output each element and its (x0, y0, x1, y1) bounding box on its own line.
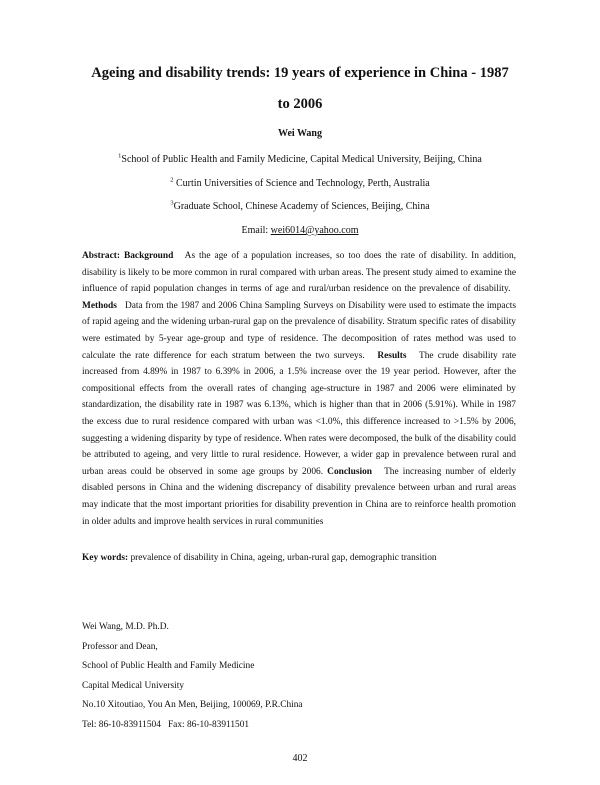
conclusion-text: The increasing number of elderly disabled persons in China and the widening discrepancy of disability prevalence between urban and rural areas may indicate that the most important priorities for disability prevention in China are to reinforce health promotion in older adults and improve health services in rural communities (82, 466, 517, 527)
affiliation-1 (0, 154, 600, 165)
contact-line: Tel: 86-10-83911504 Fax: 86-10-83911501 (82, 719, 250, 730)
affiliation-text: Curtin Universities of Science and Technology, Perth, Australia (176, 178, 430, 189)
methods-label: Methods (82, 300, 117, 311)
contact-line: No.10 Xitoutiao, You An Men, Beijing, 100069, P.R.China (82, 700, 303, 711)
conclusion-label: Conclusion (327, 466, 372, 477)
contact-line: School of Public Health and Family Medicine (82, 661, 255, 672)
results-label: Results (377, 350, 407, 361)
contact-line: Capital Medical University (82, 680, 185, 691)
page-number: 402 (292, 753, 308, 764)
contact-block (82, 618, 303, 736)
author-name: Wei Wang (278, 128, 322, 139)
results-text: The crude disability rate increased from 4.89% in 1987 to 6.39% in 2006, a 1.5% increase over the 19 year period. However, after the compositional effects from the overall rates of changing age-structure in 1987 and 2006 were eliminated by standardization, the disability rate in 1987 was 6.13%, which is higher than that in 2006 (5.91%). While in 1987 the excess due to rural residence compared with urban was <1.0%, this difference increased to >1.5% by 2006, suggesting a widening disparity by type of residence. When rates were decomposed, the bulk of the disability could be attributed to ageing, and very little to rural residence. However, a wider gap in prevalence between rural and urban areas could be observed in some age groups by 2006. (82, 350, 516, 477)
paper-title-line-2: to 2006 (277, 96, 323, 112)
affiliation-3 (0, 201, 600, 212)
abstract (82, 248, 516, 530)
methods-text: Data from the 1987 and 2006 China Sampling Surveys on Disability were used to estimate the impacts of rapid ageing and the widening urban-rural gap on the prevalence of disability. Stratum specific rates of disability were estimated by 5-year age-group and type of residence. The decomposition of rates method was used to calculate the rate difference for each stratum between the two surveys. (82, 300, 516, 361)
affiliation-mark: 2 (170, 176, 174, 184)
keywords-text: prevalence of disability in China, ageing, urban-rural gap, demographic transition (130, 553, 437, 563)
affiliation-mark: 3 (170, 199, 174, 207)
email-label: Email: (241, 225, 269, 236)
contact-line: Professor and Dean, (82, 641, 158, 652)
email-line (0, 225, 600, 236)
keywords-label: Key words: (82, 553, 129, 563)
paper-title-line-1: Ageing and disability trends: 19 years of experience in China - 1987 (91, 65, 509, 81)
abstract-label: Abstract: (82, 251, 121, 261)
affiliation-2 (0, 178, 600, 189)
affiliation-mark: 1 (118, 152, 122, 160)
affiliation-text: Graduate School, Chinese Academy of Sciences, Beijing, China (173, 201, 430, 212)
background-text: As the age of a population increases, so too does the rate of disability. In addition, disability is likely to be more common in rural compared with urban areas. The present study aimed to examine the influence of rapid population changes in terms of age and rural/urban residence on the prevalence of disability. (82, 251, 517, 295)
keywords (82, 551, 522, 565)
background-label: Background (123, 251, 174, 261)
affiliation-text: School of Public Health and Family Medicine, Capital Medical University, Beijing, China (121, 154, 482, 165)
email-link[interactable]: wei6014@yahoo.com (270, 225, 359, 236)
contact-line: Wei Wang, M.D. Ph.D. (82, 622, 169, 632)
